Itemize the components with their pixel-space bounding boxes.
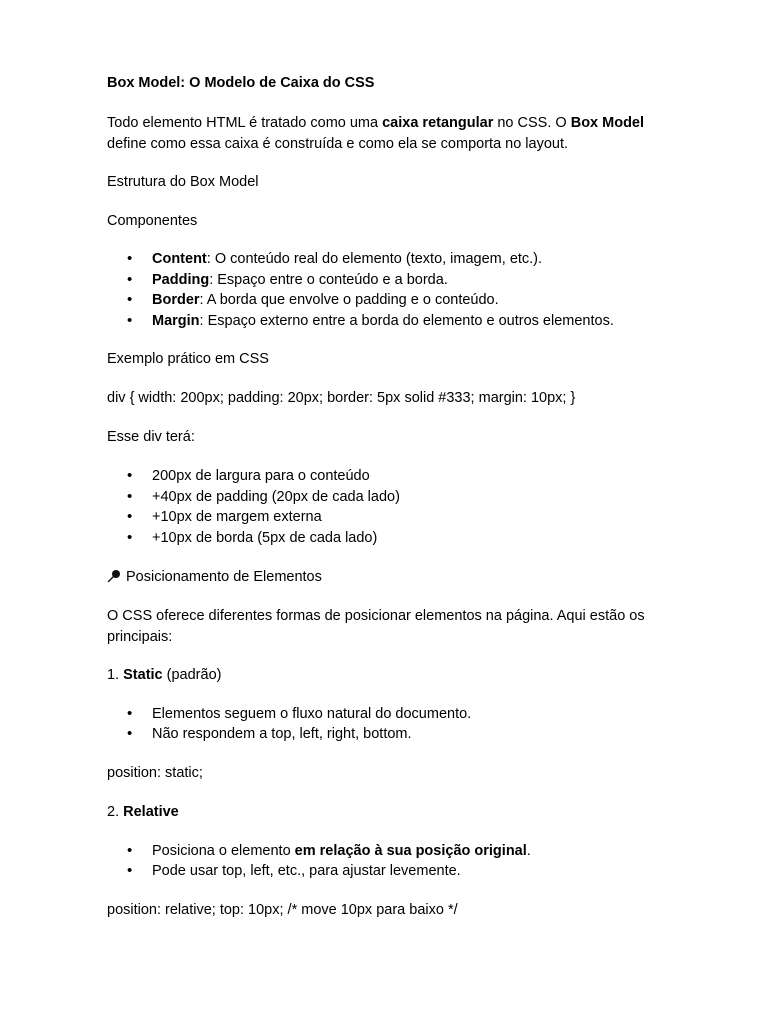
div-tera-text: Esse div terá:	[107, 429, 195, 445]
posicionamento-intro: O CSS oferece diferentes formas de posicionar elementos na página. Aqui estão os principais:	[107, 608, 645, 645]
estrutura-heading: Estrutura do Box Model	[107, 174, 259, 190]
static-code: position: static;	[107, 765, 203, 781]
intro-paragraph: Todo elemento HTML é tratado como uma caixa retangular no CSS. O Box Model define como essa caixa é construída e como ela se comporta no layout.	[107, 115, 645, 152]
document-title: Box Model: O Modelo de Caixa do CSS	[107, 75, 375, 91]
relative-heading: 2. Relative	[107, 804, 179, 820]
pushpin-icon	[107, 569, 121, 583]
componentes-heading: Componentes	[107, 213, 198, 229]
exemplo-code: div { width: 200px; padding: 20px; border: 5px solid #333; margin: 10px; }	[107, 390, 576, 406]
relative-code: position: relative; top: 10px; /* move 10px para baixo */	[107, 902, 458, 918]
document-page: Box Model: O Modelo de Caixa do CSS Todo elemento HTML é tratado como uma caixa retangular no CSS. O Box Model define como essa caixa é construída e como ela se comporta no layout. Estrutura do Box Model Componentes • Content: O conteúdo real do elemento (texto, imagem, etc.). • Padding: Espaço entre o conteúdo e a borda. • Border: A borda que envolve o padding e o conteúdo. • Margin: Espaço externo entre a borda do elemento e outros elementos. Exemplo prático em CSS div { width: 200px; padding: 20px; border: 5px solid #333; margin: 10px; } Esse div terá: • 200px de largura para o conteúdo • +40px de padding (20px de cada lado) • +10px de margem externa • +10px de borda (5px de cada lado) Posicionamento de Elementos O CSS oferece diferentes formas de posicionar elementos na página. Aqui estão os principais: 1. Static (padrão) • Elementos seguem o fluxo natural do documento. • Não respondem a top, left, right, bottom. position: static; 2. Relative • Posiciona o elemento em relação à sua posição original. • Pode usar top, left, etc., para ajustar levemente. position: relative; top: 10px; /* move 10px para baixo */	[0, 0, 768, 1024]
exemplo-heading: Exemplo prático em CSS	[107, 351, 269, 367]
static-heading: 1. Static (padrão)	[107, 667, 222, 683]
posicionamento-heading: Posicionamento de Elementos	[107, 567, 667, 588]
